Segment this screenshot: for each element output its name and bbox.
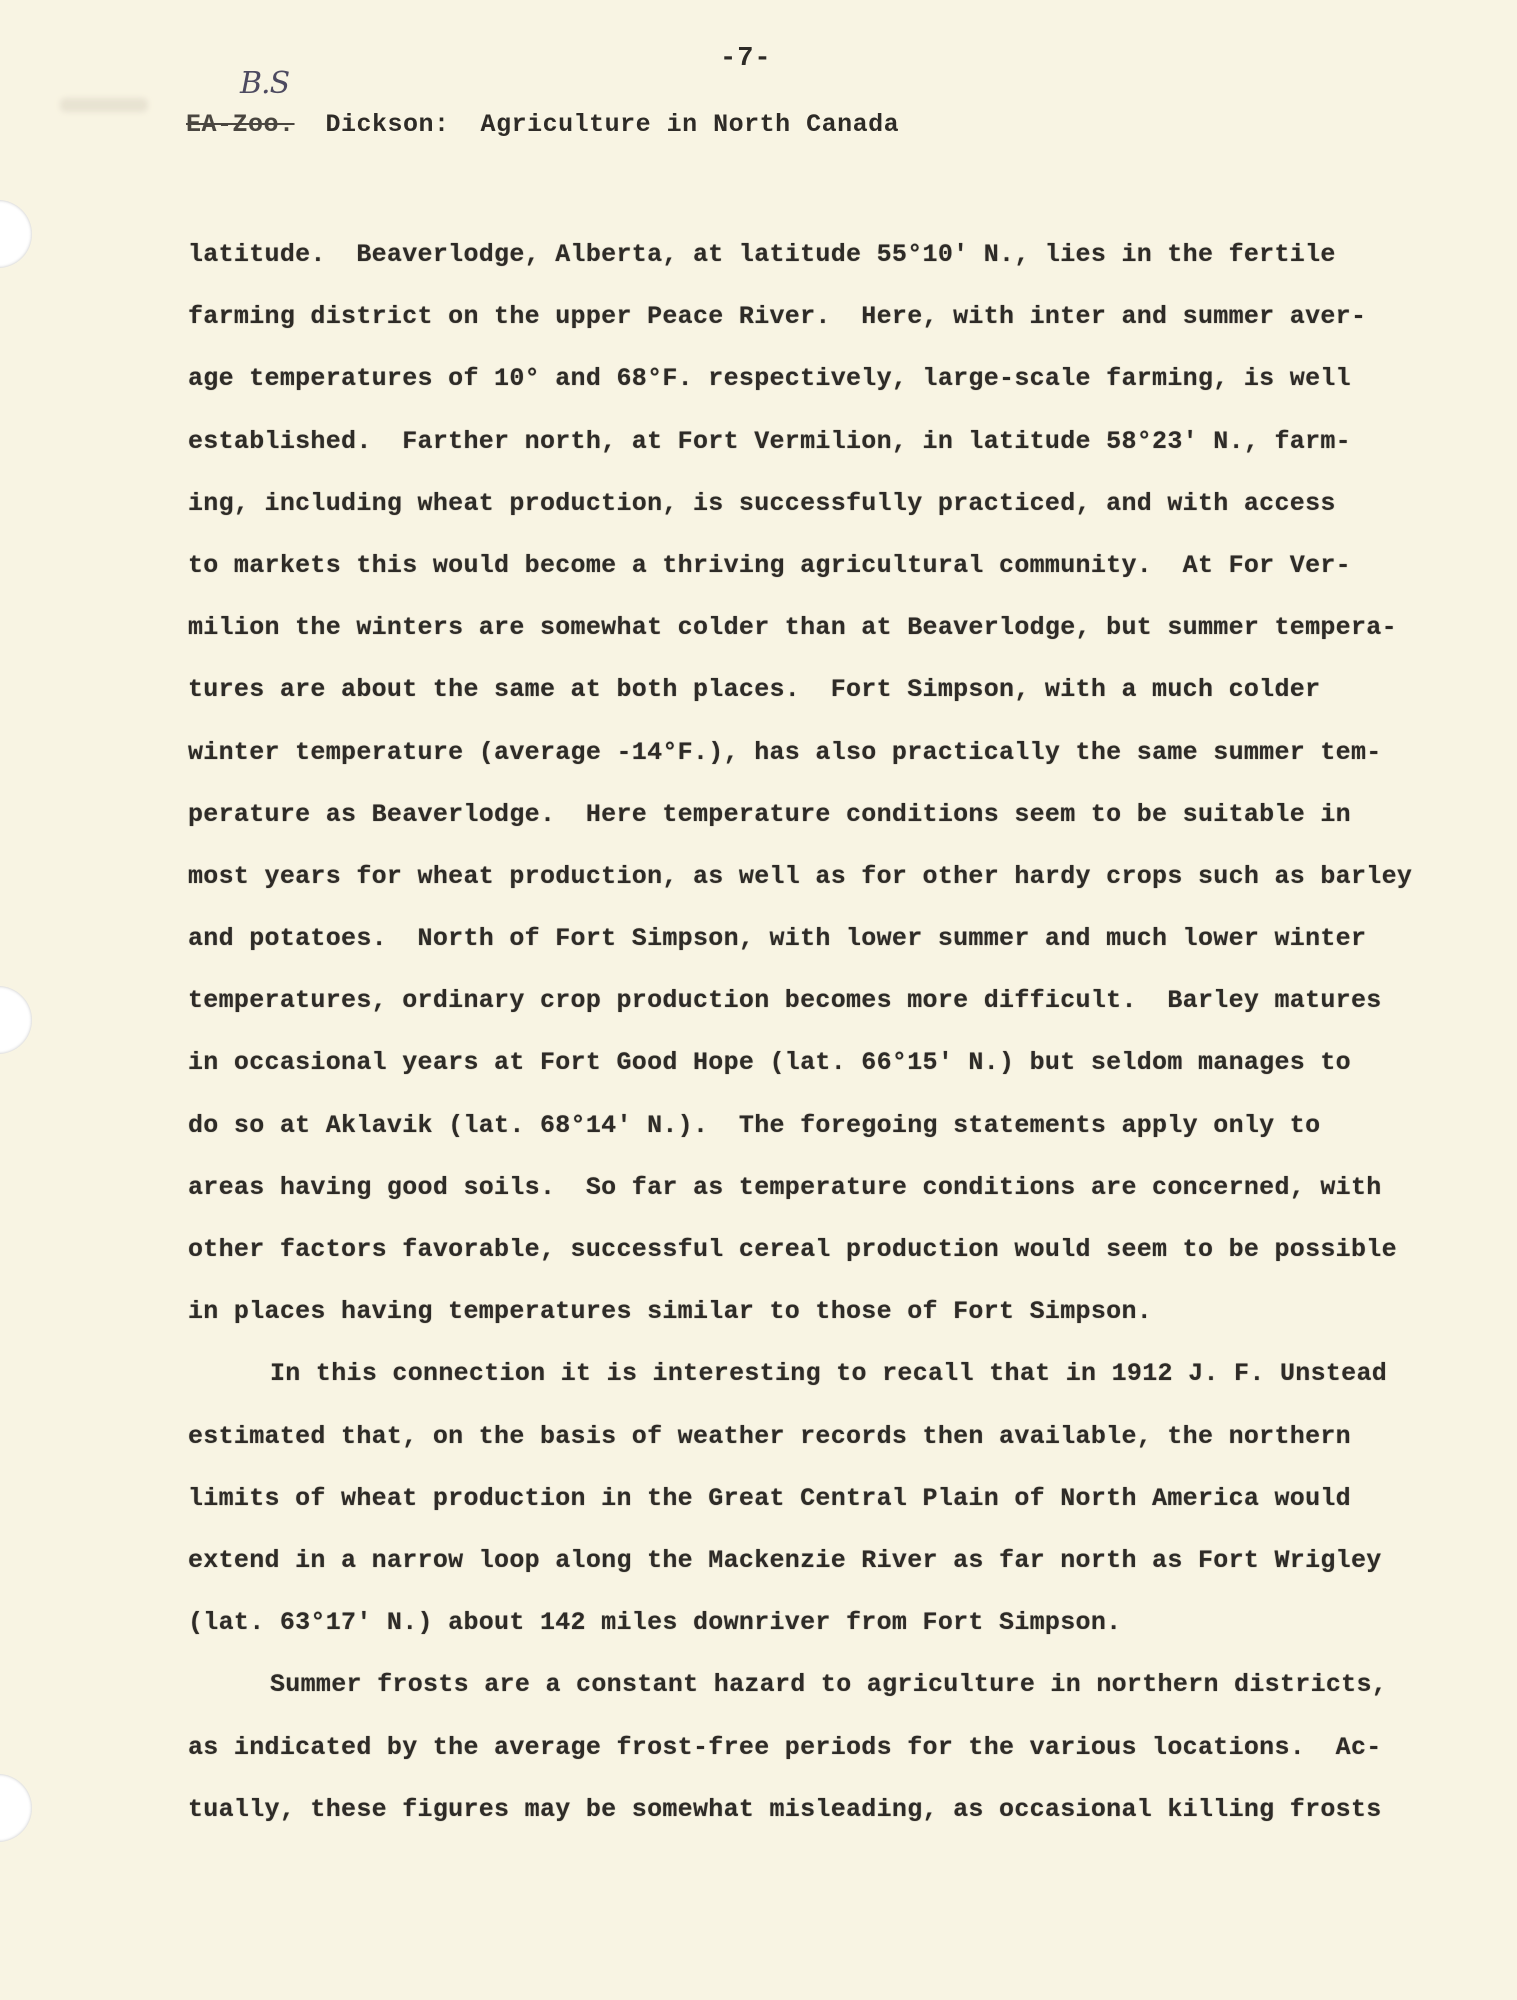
- text-line: ing, including wheat production, is successfully practiced, and with access: [188, 488, 1336, 518]
- paragraph: [188, 224, 1428, 1343]
- text-line: farming district on the upper Peace River. Here, with inter and summer aver-: [188, 302, 1367, 332]
- punch-hole-middle: [0, 986, 32, 1054]
- text-line: perature as Beaverlodge. Here temperature conditions seem to be suitable in: [188, 799, 1351, 829]
- text-line: other factors favorable, successful cereal production would seem to be possible: [188, 1235, 1397, 1264]
- text-line: limits of wheat production in the Great Central Plain of North America would: [188, 1483, 1351, 1513]
- running-header: [186, 110, 899, 139]
- text-line: established. Farther north, at Fort Vermilion, in latitude 58°23' N., farm-: [188, 426, 1351, 456]
- handwritten-correction: B.S: [240, 66, 290, 101]
- paragraph: [188, 1343, 1428, 1654]
- text-line: as indicated by the average frost-free periods for the various locations. Ac-: [188, 1732, 1382, 1762]
- text-line: (lat. 63°17' N.) about 142 miles downriver from Fort Simpson.: [188, 1608, 1122, 1638]
- text-line: tures are about the same at both places. Fort Simpson, with a much colder: [188, 675, 1321, 705]
- margin-smudge: [60, 98, 148, 112]
- text-line: do so at Aklavik (lat. 68°14' N.). The foregoing statements apply only to: [188, 1110, 1321, 1140]
- text-line: temperatures, ordinary crop production becomes more difficult. Barley matures: [188, 986, 1382, 1016]
- text-line: and potatoes. North of Fort Simpson, with lower summer and much lower winter: [188, 924, 1367, 954]
- text-line: areas having good soils. So far as temperature conditions are concerned, with: [188, 1172, 1382, 1202]
- text-line: winter temperature (average -14°F.), has also practically the same summer tem-: [188, 737, 1382, 767]
- text-line: tually, these figures may be somewhat misleading, as occasional killing frosts: [188, 1794, 1382, 1824]
- text-line: extend in a narrow loop along the Mackenzie River as far north as Fort Wrigley: [188, 1545, 1382, 1575]
- page-number: -7-: [720, 44, 772, 74]
- text-line: latitude. Beaverlodge, Alberta, at latitude 55°10' N., lies in the fertile: [188, 240, 1336, 269]
- paragraph: [188, 1654, 1428, 1841]
- author-title: Dickson: Agriculture in North Canada: [294, 110, 900, 139]
- text-line: in places having temperatures similar to those of Fort Simpson.: [188, 1297, 1153, 1327]
- text-line: In this connection it is interesting to recall that in 1912 J. F. Unstead: [270, 1359, 1388, 1389]
- text-line: estimated that, on the basis of weather records then available, the northern: [188, 1421, 1351, 1451]
- text-line: age temperatures of 10° and 68°F. respectively, large-scale farming, is well: [188, 364, 1351, 394]
- punch-hole-top: [0, 200, 32, 268]
- struck-document-code: EA-Zoo.: [186, 110, 295, 139]
- text-line: most years for wheat production, as well as for other hardy crops such as barley: [188, 861, 1413, 891]
- punch-hole-bottom: [0, 1774, 32, 1842]
- text-line: milion the winters are somewhat colder than at Beaverlodge, but summer tempera-: [188, 613, 1397, 643]
- text-line: in occasional years at Fort Good Hope (lat. 66°15' N.) but seldom manages to: [188, 1048, 1351, 1078]
- text-line: to markets this would become a thriving agricultural community. At For Ver-: [188, 550, 1351, 580]
- body-text: [188, 224, 1428, 1841]
- text-line: Summer frosts are a constant hazard to agriculture in northern districts,: [270, 1670, 1388, 1700]
